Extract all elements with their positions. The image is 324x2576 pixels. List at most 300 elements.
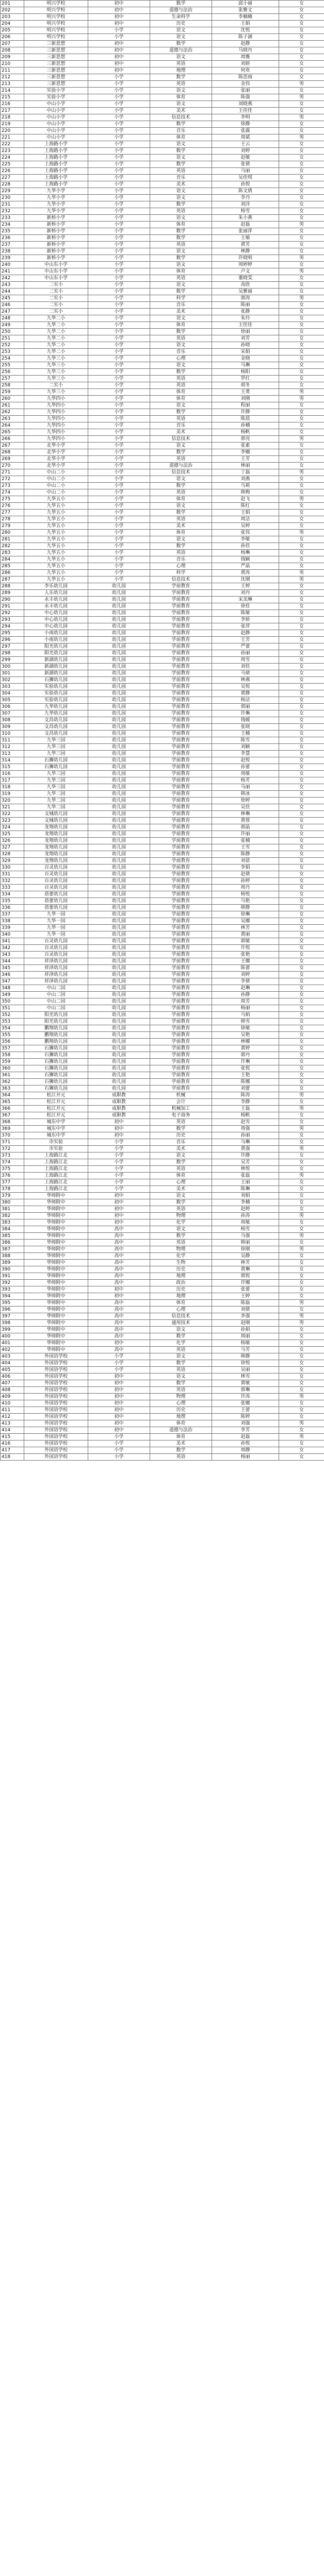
- gender: 女: [279, 556, 324, 563]
- teacher-name: 陈蕾: [212, 965, 279, 972]
- school-stage: 幼儿园: [88, 851, 150, 858]
- subject: 数学: [150, 235, 212, 242]
- teacher-name: 韩雪: [212, 1019, 279, 1025]
- row-number: 223: [1, 148, 24, 155]
- subject: 学前教育: [150, 664, 212, 670]
- school-name: 中山二园: [24, 985, 88, 992]
- teacher-name: 林静: [212, 248, 279, 255]
- subject: 学前教育: [150, 630, 212, 637]
- table-row: [1, 1112, 324, 1119]
- row-number: 411: [1, 1407, 24, 1414]
- table-row: [1, 510, 324, 516]
- gender: 女: [279, 1179, 324, 1186]
- subject: 学前教育: [150, 804, 212, 811]
- row-number: 371: [1, 1139, 24, 1146]
- teacher-name: 王佳佳: [212, 322, 279, 329]
- subject: 数学: [150, 41, 212, 47]
- table-row: [1, 1213, 324, 1219]
- school-stage: 幼儿园: [88, 697, 150, 704]
- gender: 女: [279, 1367, 324, 1374]
- table-row: [1, 248, 324, 255]
- school-name: 九华二园: [24, 798, 88, 804]
- gender: 女: [279, 74, 324, 81]
- teacher-name: 周强: [212, 1126, 279, 1132]
- subject: 英语: [150, 335, 212, 342]
- school-stage: 高中: [88, 1280, 150, 1286]
- gender: 女: [279, 998, 324, 1005]
- subject: 体育: [150, 94, 212, 101]
- row-number: 351: [1, 1005, 24, 1012]
- table-row: [1, 1420, 324, 1427]
- teacher-name: 吴静: [212, 1253, 279, 1260]
- school-name: 明兴学校: [24, 34, 88, 41]
- subject: 英语: [150, 416, 212, 422]
- school-stage: 小学: [88, 489, 150, 496]
- teacher-name: 徐悦: [212, 1360, 279, 1367]
- school-stage: 幼儿园: [88, 911, 150, 918]
- table-row: [1, 141, 324, 148]
- row-number: 225: [1, 161, 24, 168]
- teacher-name: 周洁: [212, 516, 279, 523]
- gender: 女: [279, 536, 324, 543]
- school-name: 二实小: [24, 289, 88, 295]
- school-stage: 幼儿园: [88, 650, 150, 657]
- teacher-name: 孙丽: [212, 650, 279, 657]
- gender: 女: [279, 751, 324, 757]
- school-name: 蓓蕾幼儿园: [24, 891, 88, 898]
- table-row: [1, 1159, 324, 1166]
- teacher-name: 王婷: [212, 1293, 279, 1300]
- table-row: [1, 958, 324, 965]
- subject: 语文: [150, 443, 212, 449]
- school-stage: 小学: [88, 416, 150, 422]
- gender: 女: [279, 289, 324, 295]
- row-number: 384: [1, 1226, 24, 1233]
- gender: 女: [279, 898, 324, 905]
- subject: 体育: [150, 389, 212, 396]
- table-row: [1, 469, 324, 476]
- row-number: 292: [1, 610, 24, 617]
- school-stage: 幼儿园: [88, 925, 150, 931]
- teacher-name: 严晶: [212, 563, 279, 570]
- table-row: [1, 670, 324, 677]
- teacher-name: 许丽: [212, 831, 279, 838]
- table-row: [1, 831, 324, 838]
- school-stage: 小学: [88, 577, 150, 583]
- teacher-name: 杨阳: [212, 369, 279, 376]
- school-name: 上海路小学: [24, 168, 88, 175]
- school-stage: 小学: [88, 1447, 150, 1454]
- gender: 男: [279, 1434, 324, 1440]
- school-stage: 小学: [88, 422, 150, 429]
- gender: 女: [279, 798, 324, 804]
- row-number: 243: [1, 282, 24, 289]
- gender: 女: [279, 148, 324, 155]
- row-number: 290: [1, 597, 24, 603]
- school-stage: 初中: [88, 47, 150, 54]
- gender: 女: [279, 67, 324, 74]
- gender: 女: [279, 382, 324, 389]
- school-stage: 幼儿园: [88, 710, 150, 717]
- school-name: 石狮幼儿园: [24, 677, 88, 684]
- school-stage: 小学: [88, 108, 150, 114]
- gender: 女: [279, 523, 324, 530]
- school-stage: 幼儿园: [88, 905, 150, 911]
- teacher-name: 陈强: [212, 94, 279, 101]
- gender: 女: [279, 208, 324, 215]
- school-stage: 小学: [88, 496, 150, 503]
- table-row: [1, 590, 324, 597]
- school-name: 九华五小: [24, 523, 88, 530]
- school-stage: 小学: [88, 235, 150, 242]
- teacher-name: 孙丽: [212, 1132, 279, 1139]
- teacher-name: 杨丽: [212, 1454, 279, 1461]
- school-stage: 小学: [88, 289, 150, 295]
- school-stage: 小学: [88, 503, 150, 510]
- table-row: [1, 1092, 324, 1099]
- row-number: 352: [1, 1012, 24, 1019]
- school-stage: 初中: [88, 67, 150, 74]
- school-name: 石狮幼儿园: [24, 1059, 88, 1065]
- subject: 学前教育: [150, 1065, 212, 1072]
- subject: 学前教育: [150, 918, 212, 925]
- teacher-name: 刘娟: [212, 1193, 279, 1199]
- table-row: [1, 1280, 324, 1286]
- table-row: [1, 597, 324, 603]
- school-name: 人乐幼儿园: [24, 590, 88, 597]
- teacher-name: 刘强: [212, 1420, 279, 1427]
- school-stage: 小学: [88, 242, 150, 248]
- teacher-name: 周丹: [212, 885, 279, 891]
- table-row: [1, 1374, 324, 1380]
- school-stage: 小学: [88, 536, 150, 543]
- subject: 语文: [150, 315, 212, 322]
- school-stage: 小学: [88, 161, 150, 168]
- table-row: [1, 724, 324, 731]
- school-name: 北华小学: [24, 463, 88, 469]
- row-number: 232: [1, 208, 24, 215]
- school-name: 阳光幼儿园: [24, 1012, 88, 1019]
- gender: 女: [279, 590, 324, 597]
- school-name: 百灵幼儿园: [24, 938, 88, 945]
- subject: 学前教育: [150, 831, 212, 838]
- table-row: [1, 282, 324, 289]
- teacher-name: 刘芳: [212, 335, 279, 342]
- row-number: 283: [1, 550, 24, 556]
- subject: 美术: [150, 108, 212, 114]
- table-row: [1, 818, 324, 824]
- teacher-name: 刘颖: [212, 744, 279, 751]
- gender: 女: [279, 1065, 324, 1072]
- school-name: 新桥小学: [24, 242, 88, 248]
- school-name: 城东中学: [24, 1132, 88, 1139]
- table-row: [1, 697, 324, 704]
- school-name: 中山小学: [24, 134, 88, 141]
- school-name: 九华一园: [24, 918, 88, 925]
- school-stage: 幼儿园: [88, 1005, 150, 1012]
- subject: 学前教育: [150, 871, 212, 878]
- school-stage: 小学: [88, 556, 150, 563]
- gender: 女: [279, 851, 324, 858]
- gender: 女: [279, 510, 324, 516]
- row-number: 379: [1, 1193, 24, 1199]
- teacher-name: 张伟: [212, 530, 279, 536]
- row-number: 378: [1, 1186, 24, 1193]
- gender: 女: [279, 402, 324, 409]
- school-name: 实验幼儿园: [24, 684, 88, 690]
- school-name: 九华三园: [24, 744, 88, 751]
- school-name: 上海路江北: [24, 1166, 88, 1173]
- school-stage: 初中: [88, 1119, 150, 1126]
- school-name: 外国语学校: [24, 1440, 88, 1447]
- subject: 学前教育: [150, 731, 212, 737]
- gender: 女: [279, 1447, 324, 1454]
- subject: 学前教育: [150, 690, 212, 697]
- school-name: 上海路小学: [24, 181, 88, 188]
- subject: 体育: [150, 1434, 212, 1440]
- teacher-name: 张艳: [212, 952, 279, 958]
- table-row: [1, 851, 324, 858]
- subject: 历史: [150, 1286, 212, 1293]
- school-stage: 小学: [88, 563, 150, 570]
- teacher-name: 徐刚: [212, 1246, 279, 1253]
- row-number: 284: [1, 556, 24, 563]
- school-stage: 初中: [88, 1380, 150, 1387]
- teacher-name: 朱玲: [212, 315, 279, 322]
- school-name: 二实小: [24, 382, 88, 389]
- school-stage: 幼儿园: [88, 704, 150, 710]
- school-name: 外国语学校: [24, 1400, 88, 1407]
- gender: 女: [279, 1019, 324, 1025]
- school-stage: 幼儿园: [88, 791, 150, 798]
- gender: 女: [279, 322, 324, 329]
- table-row: [1, 1260, 324, 1266]
- gender: 女: [279, 1193, 324, 1199]
- school-name: 华师附中: [24, 1320, 88, 1327]
- table-row: [1, 81, 324, 88]
- row-number: 354: [1, 1025, 24, 1032]
- table-row: [1, 737, 324, 744]
- gender: 女: [279, 704, 324, 710]
- school-stage: 小学: [88, 376, 150, 382]
- subject: 学前教育: [150, 798, 212, 804]
- row-number: 333: [1, 885, 24, 891]
- subject: 语文: [150, 503, 212, 510]
- gender: 女: [279, 818, 324, 824]
- row-number: 253: [1, 349, 24, 355]
- school-stage: 幼儿园: [88, 684, 150, 690]
- school-stage: 小学: [88, 27, 150, 34]
- subject: 学前教育: [150, 844, 212, 851]
- gender: 男: [279, 1300, 324, 1307]
- subject: 语文: [150, 248, 212, 255]
- subject: 物理: [150, 1246, 212, 1253]
- subject: 学前教育: [150, 590, 212, 597]
- subject: 学前教育: [150, 643, 212, 650]
- row-number: 338: [1, 918, 24, 925]
- table-row: [1, 1286, 324, 1293]
- gender: 女: [279, 201, 324, 208]
- school-stage: 初中: [88, 1126, 150, 1132]
- school-stage: 小学: [88, 181, 150, 188]
- gender: 女: [279, 1132, 324, 1139]
- school-stage: 幼儿园: [88, 643, 150, 650]
- school-stage: 小学: [88, 282, 150, 289]
- school-name: 中山小学: [24, 121, 88, 128]
- teacher-name: 李娟: [212, 865, 279, 871]
- gender: 女: [279, 630, 324, 637]
- school-stage: 幼儿园: [88, 583, 150, 590]
- gender: 女: [279, 1112, 324, 1119]
- subject: 地理: [150, 1293, 212, 1300]
- school-stage: 小学: [88, 1159, 150, 1166]
- row-number: 373: [1, 1153, 24, 1159]
- teacher-name: 张雅文: [212, 7, 279, 14]
- gender: 女: [279, 865, 324, 871]
- row-number: 364: [1, 1092, 24, 1099]
- teacher-name: 宋娟: [212, 349, 279, 355]
- gender: 女: [279, 429, 324, 436]
- teacher-name: 周雅: [212, 54, 279, 61]
- gender: 女: [279, 931, 324, 938]
- table-row: [1, 556, 324, 563]
- school-name: 明兴学校: [24, 1, 88, 7]
- school-stage: 幼儿园: [88, 1045, 150, 1052]
- school-name: 小雨幼儿园: [24, 630, 88, 637]
- subject: 英语: [150, 1387, 212, 1394]
- subject: 体育: [150, 268, 212, 275]
- school-stage: 幼儿园: [88, 931, 150, 938]
- teacher-name: 赵静: [212, 630, 279, 637]
- gender: 女: [279, 1340, 324, 1347]
- school-name: 九华二小: [24, 322, 88, 329]
- subject: 心理: [150, 563, 212, 570]
- school-stage: 小学: [88, 1434, 150, 1440]
- teacher-name: 刘妍: [212, 61, 279, 67]
- subject: 语文: [150, 27, 212, 34]
- teacher-name: 吴佳琪: [212, 175, 279, 181]
- gender: 女: [279, 262, 324, 268]
- subject: 语文: [150, 155, 212, 161]
- school-stage: 幼儿园: [88, 690, 150, 697]
- gender: 女: [279, 958, 324, 965]
- subject: 英语: [150, 1367, 212, 1374]
- row-number: 296: [1, 637, 24, 643]
- school-name: 明兴学校: [24, 21, 88, 27]
- table-row: [1, 791, 324, 798]
- table-row: [1, 1045, 324, 1052]
- gender: 男: [279, 81, 324, 88]
- gender: 女: [279, 1240, 324, 1246]
- row-number: 389: [1, 1260, 24, 1266]
- row-number: 309: [1, 724, 24, 731]
- school-stage: 小学: [88, 329, 150, 335]
- school-stage: 幼儿园: [88, 637, 150, 643]
- teacher-name: 丁磊: [212, 469, 279, 476]
- school-name: 华师附中: [24, 1300, 88, 1307]
- school-stage: 小学: [88, 396, 150, 402]
- teacher-name: 孙涛: [212, 1213, 279, 1219]
- table-row: [1, 335, 324, 342]
- row-number: 407: [1, 1380, 24, 1387]
- gender: 女: [279, 302, 324, 309]
- teacher-name: 李明: [212, 114, 279, 121]
- school-name: 李乐幼儿园: [24, 583, 88, 590]
- teacher-name: 吴芳: [212, 1159, 279, 1166]
- row-number: 339: [1, 925, 24, 931]
- school-stage: 小学: [88, 362, 150, 369]
- gender: 男: [279, 570, 324, 577]
- gender: 女: [279, 21, 324, 27]
- teacher-name: 黄婷: [212, 1045, 279, 1052]
- teacher-name: 孙娟: [212, 1327, 279, 1333]
- row-number: 386: [1, 1240, 24, 1246]
- table-row: [1, 623, 324, 630]
- school-name: 石狮幼儿园: [24, 1072, 88, 1079]
- school-name: 实验幼儿园: [24, 690, 88, 697]
- row-number: 344: [1, 958, 24, 965]
- table-row: [1, 764, 324, 771]
- gender: 女: [279, 1286, 324, 1293]
- school-name: 华师附中: [24, 1280, 88, 1286]
- gender: 女: [279, 349, 324, 355]
- school-stage: 初中: [88, 1293, 150, 1300]
- subject: 体育: [150, 396, 212, 402]
- row-number: 369: [1, 1126, 24, 1132]
- gender: 女: [279, 1347, 324, 1353]
- gender: 女: [279, 1206, 324, 1213]
- school-name: 三新思想: [24, 41, 88, 47]
- school-stage: 幼儿园: [88, 938, 150, 945]
- school-stage: 幼儿园: [88, 724, 150, 731]
- row-number: 246: [1, 302, 24, 309]
- row-number: 359: [1, 1059, 24, 1065]
- teacher-name: 陈磊: [212, 1300, 279, 1307]
- table-row: [1, 1414, 324, 1420]
- subject: 语文: [150, 54, 212, 61]
- subject: 学前教育: [150, 617, 212, 623]
- subject: 体育: [150, 1420, 212, 1427]
- teacher-name: 张素: [212, 443, 279, 449]
- school-stage: 小学: [88, 222, 150, 228]
- table-row: [1, 382, 324, 389]
- school-name: 中心幼儿园: [24, 623, 88, 630]
- teacher-name: 刘洋: [212, 201, 279, 208]
- school-name: 华师附中: [24, 1246, 88, 1253]
- gender: 女: [279, 617, 324, 623]
- teacher-name: 王艳: [212, 1072, 279, 1079]
- row-number: 397: [1, 1313, 24, 1320]
- school-name: 华师附中: [24, 1327, 88, 1333]
- school-name: 市实验: [24, 1146, 88, 1153]
- row-number: 349: [1, 992, 24, 998]
- teacher-name: 宋美琳: [212, 597, 279, 603]
- table-row: [1, 905, 324, 911]
- gender: 男: [279, 1146, 324, 1153]
- subject: 学前教育: [150, 958, 212, 965]
- school-name: 松江开元: [24, 1092, 88, 1099]
- row-number: 287: [1, 577, 24, 583]
- school-name: 九华四小: [24, 396, 88, 402]
- teacher-name: 黄敏: [212, 1380, 279, 1387]
- row-number: 230: [1, 195, 24, 201]
- subject: 历史: [150, 1266, 212, 1273]
- table-row: [1, 1059, 324, 1065]
- row-number: 247: [1, 309, 24, 315]
- subject: 数学: [150, 161, 212, 168]
- gender: 女: [279, 155, 324, 161]
- table-row: [1, 1012, 324, 1019]
